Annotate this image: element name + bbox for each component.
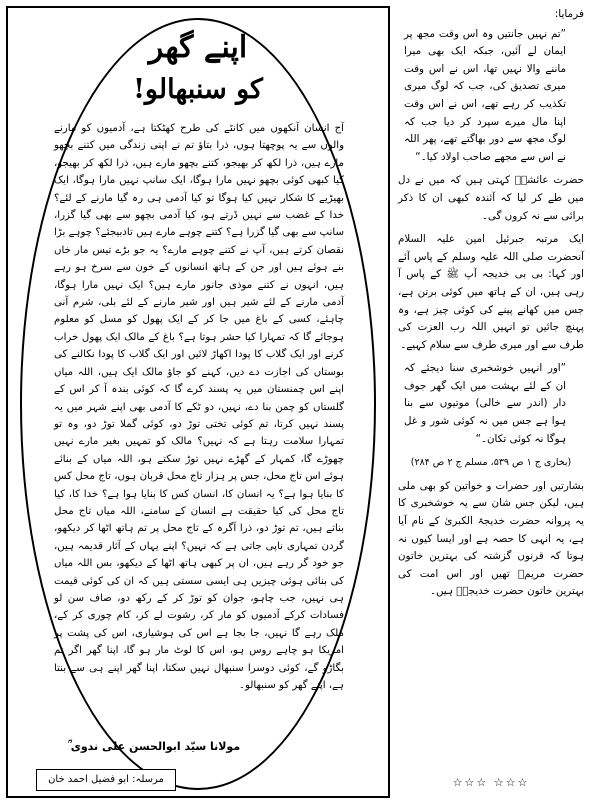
- glad-tidings-quote: ”اور انہیں خوشخبری سنا دیجئے کہ ان کے لئے بہشت میں ایک گھر جوف دار (اندر سے خالی) موتیوں سے بنا ہوا ہے جس میں نہ کوئی شور و غل ہوگا نہ کوئی تکان۔“: [404, 362, 566, 445]
- article-title-line1: اپنے گھر: [148, 30, 248, 65]
- article-body: [54, 120, 344, 720]
- reference-citation: (بخاری ج ۱ ص ۵۳۹، مسلم ج ۲ ص ۲۸۴): [410, 457, 572, 469]
- article-box: [6, 6, 390, 798]
- article-author: مولانا سیّد ابوالحسن علی ندوی ؒ: [68, 740, 241, 753]
- side-column: [398, 6, 584, 796]
- article-body-text: آج انسان آنکھوں میں کانٹے کی طرح کھٹکتا ہے، آدمیوں کو مارنے والوں سے یہ پوچھتا ہوں، ذرا بتاؤ تم نے اپنی زندگی میں کتنے بچھو مارے ہیں، ذرا لکھ کر بھیجو، کتنے بچھو مارے ہیں، ذرا لکھ کر بھیجو، کیا کبھی کوئی بچھو نہیں مارا ہوگا، ایک سانپ نہیں مارا ہوگا، ایک بھیڑیے کا شکار نہیں کیا ہوگا تو کیا آدمی ہی رہ گیا مارنے کے لئے؟ خدا کے غضب سے نہیں ڈرتے ہو، کیا آدمی بچھو سے بھی گیا گزرا، سانپ سے بھی گیا گزرا ہے؟ کتنے چوہے مارے ہیں تادبیجئے؟ چوہے بڑا نقصان کرتے ہیں، آپ نے کتنے چوہے مارے؟ یہ جو بڑے تیس مار خاں بنے ہوئے ہیں اور جن کے ہاتھ انسانوں کے خون سے سرخ ہو رہے ہیں، انہوں نے کتنے موذی جانور مارے ہیں؟ ایک نہیں مارا ہوگا، آدمی مارنے کے لئے شیر ہیں اور شیر مارنے کے لئے بلی، شرم آنی چاہئے، کسی کے باغ میں جا کر کے ایک پھول کو مسل کو معلوم ہوجائے گا کہ تمہارا کیا حشر ہوتا ہے؟ باغ کے مالک ایک پھول خراب کرنے اور ایک گلاب کا پودا اکھاڑ لائیں اور ایک گلاب کا پودا نکالنے کی بوستاں کی اجازت دے دیں، کہنے کو جاؤ مالک ایک ہیں، اللہ میاں اپنے اس چمنستان میں یہ پسند کرے گا کہ کوئی بندہ آ کر اس کے گلستاں کو چمن بنا دے، نہیں، دو ٹکے کا آدمی بھی اپنے شہر میں یہ پسند نہیں کرتا، تم کوئی تختی توڑ دو، کوئی گملا توڑ دو، وہ تو تمہارا سلامت رہتا ہے کہ نہیں؟ مالک کو تمہیں بغیر مارے نہیں چھوڑے گا، کمہار کے گھڑے نہیں توڑ سکتے ہو، اللہ میاں کے بنائے ہوئے اس تاج محل، جس پر ہزار تاج محل قربان ہوں، تاج محل کس کا بنایا ہوا ہے؟ یہ انسان کا، انسان کس کا بنایا ہوا ہے؟ خدا کا، کیا تاج محل کی کیا حقیقت ہے انسان کے سامنے، اللہ میاں تاج محل بناتے ہیں، تم توڑ دو، ذرا آگرہ کے تاج محل پر تم ہاتھ اٹھا کر دیکھو، گردن تمہاری ناپی جاتی ہے کہ نہیں؟ اپنے یہاں کے آثار قدیمہ ہیں، جو خود گر رہے ہیں، ان پر کبھی ہاتھ اٹھا کے دیکھو، بس اللہ میاں کی بنائی ہوئی چیزیں ہی ایسی سستی ہیں کہ ان کی کوئی قیمت ہی نہیں، جب چاہو، جوان کو توڑ کر کے رکھ دو، صاف سن لو فسادات کرکے آدمیوں کو مار کر، رشوت لے کر، کام چوری کر کے، ملک رہے گا نہیں، جا بجا ہے اس کی ہوشیاری، اس کی پشت پر امریکا ہو چاہے روس ہو، اس کا لوٹ مار ہو گا، اپنا گھر اگر تم بگاڑو گے، کوئی دوسرا سنبھال نہیں سکتا، اپنا گھر اپنے ہی سے بنتا ہے، اپنے گھر کو سنبھالو۔: [54, 123, 344, 691]
- side-paragraph-3: بشارتیں اور حضرات و خواتین کو بھی ملی ہیں، لیکن جس شان سے یہ خوشخبری کا یہ پروانہ حضرت خدیجۃ الکبریٰ کے نام آیا ہے، یہ انہی کا حصہ ہے اور ایسا کیوں نہ ہوتا کہ قرنوں گزشتہ کی بہترین خاتون حضرت مریمؑ تھیں اور اس امت کی بہترین خاتون حضرت خدیجہؓ ہیں۔: [398, 479, 584, 598]
- sender-box: مرسلہ: ابو فضیل احمد خان: [36, 769, 176, 791]
- farmaya-label: فرمایا:: [554, 8, 584, 20]
- side-paragraph-2: ایک مرتبہ جبرئیل امین علیہ السلام آنحضرت صلی اللہ علیہ وسلم کے پاس آئے اور کہا: بی بی خدیجہ آپ ﷺ کے پاس آ رہی ہیں، ان کے ہاتھ میں کوئی برتن ہے، جس میں کھانے پینے کی کوئی چیز ہے، وہ پہنچ جائیں تو انہیں اللہ رب العزت کی طرف سے اور میری طرف سے سلام کہیے۔: [398, 233, 584, 351]
- stars-divider: ☆☆☆ ☆☆☆: [452, 776, 530, 790]
- hadith-quote: ”تم نہیں جانتیں وہ اس وقت مجھ پر ایمان لے آئیں، جبکہ ایک بھی میرا ماننے والا نہیں تھا، اس نے اس وقت میری تصدیق کی، جب کہ لوگ میری تکذیب کر رہے تھے، اس نے اس وقت اپنا مال میرے سپرد کر دیا جب کہ لوگ مجھ سے دور بھاگتے تھے، پھر اللہ نے اس سے مجھے صاحب اولاد کیا۔“: [404, 27, 566, 163]
- article-title-line2: کو سنبھالو!: [133, 74, 263, 105]
- side-paragraph-1: حضرت عائشہؓ کہتی ہیں کہ میں نے دل میں طے کر لیا کہ آئندہ کبھی ان کا ذکر برائی سے نہ کروں گی۔: [398, 174, 584, 222]
